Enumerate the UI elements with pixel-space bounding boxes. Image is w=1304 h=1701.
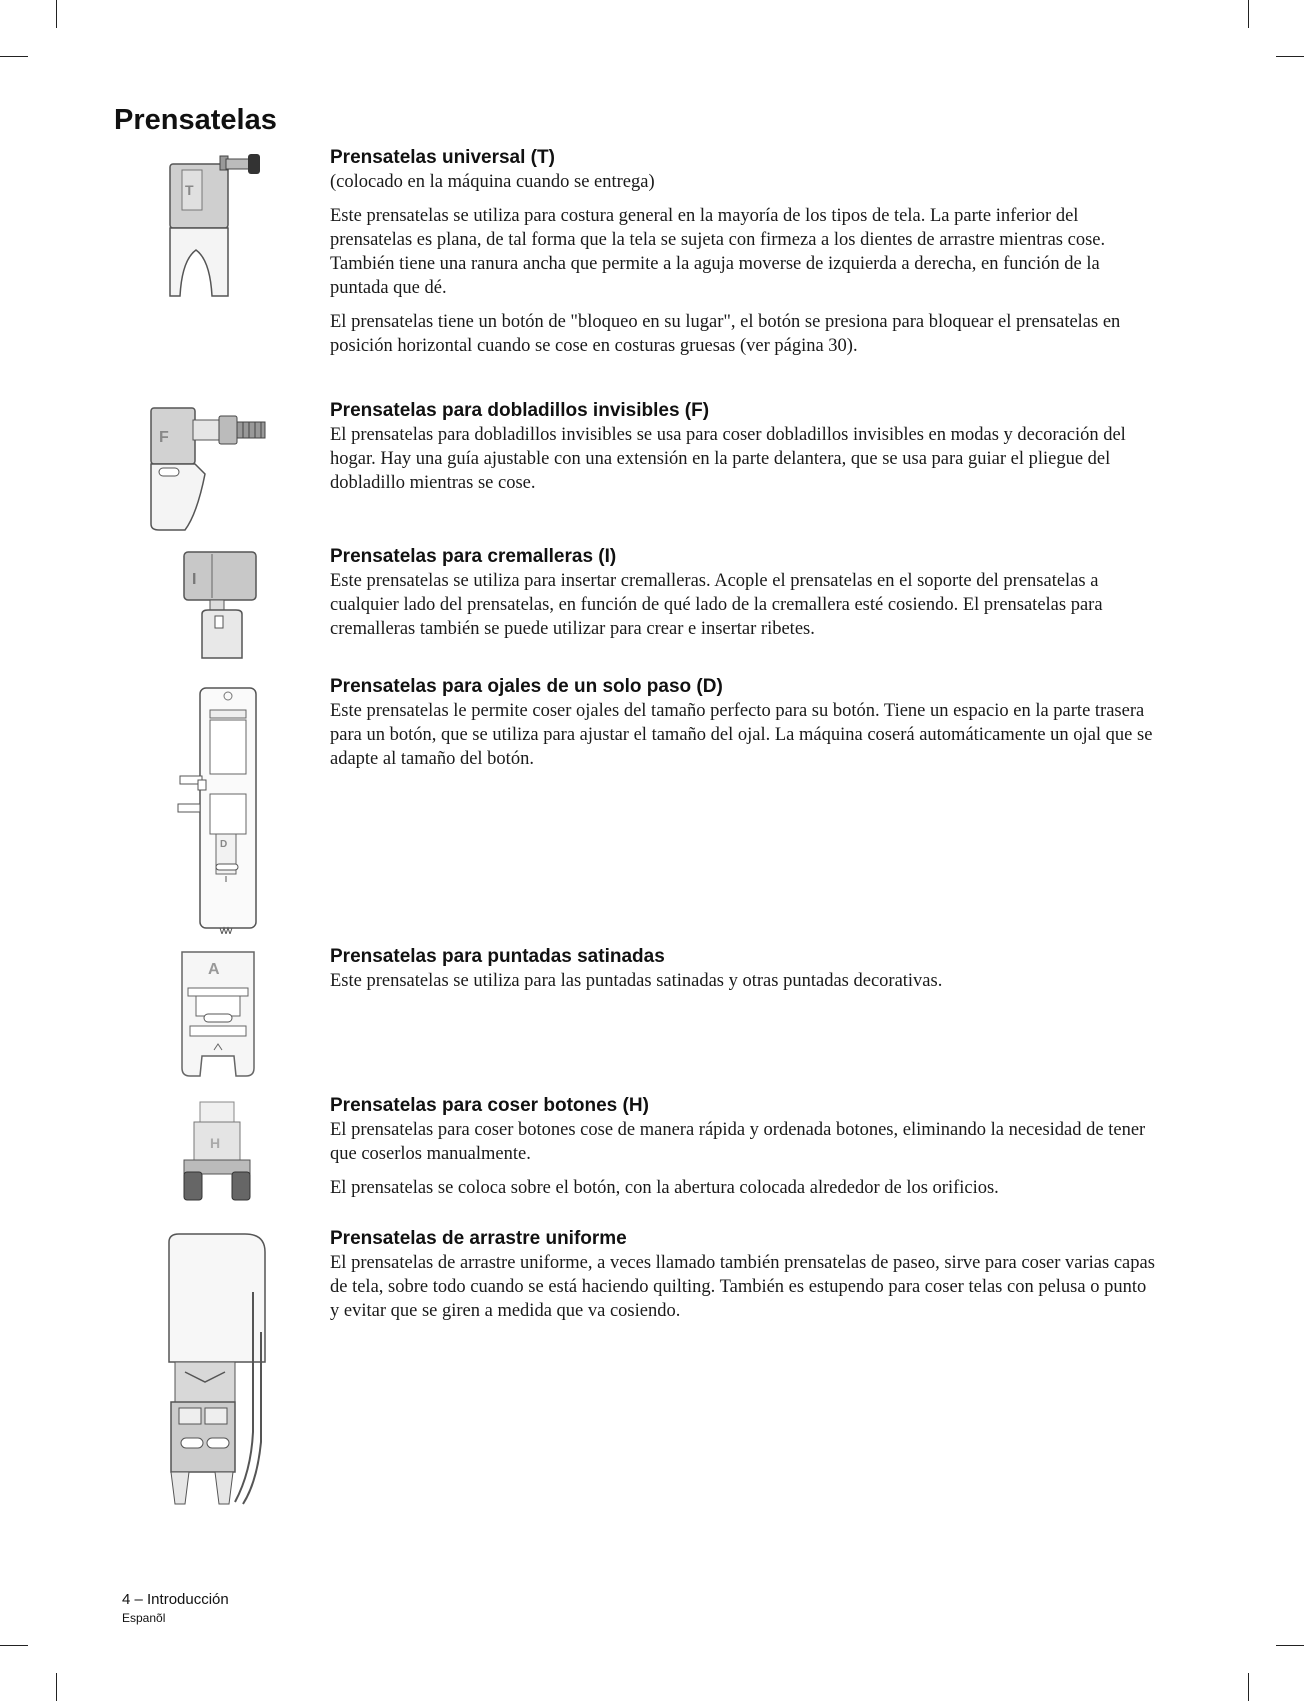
crop-mark	[1276, 1645, 1304, 1646]
section-blind-hem-foot	[330, 399, 1160, 495]
section-heading: Prensatelas para ojales de un solo paso (D)	[330, 676, 723, 697]
section-paragraph: El prensatelas de arrastre uniforme, a veces llamado también prensatelas de paseo, sirve para coser varias capas de tela, sobre todo cuando se está haciendo quilting. También es estupendo para coser telas con pelusa o punto y evitar que se giren a medida que va cosiendo.	[330, 1253, 1155, 1321]
crop-mark	[56, 0, 57, 28]
zipper-foot-I-icon	[182, 550, 262, 662]
section-zipper-foot	[330, 545, 1160, 641]
svg-text:A: A	[208, 961, 220, 978]
svg-text:I: I	[192, 571, 197, 588]
section-paragraph: El prensatelas se coloca sobre el botón, con la abertura colocada alrededor de los orificios.	[330, 1178, 999, 1198]
section-paragraph: (colocado en la máquina cuando se entrega)	[330, 172, 655, 192]
svg-text:H: H	[210, 1135, 221, 1151]
svg-text:D: D	[220, 839, 228, 850]
page-title: Prensatelas	[114, 104, 277, 136]
section-paragraph: El prensatelas para coser botones cose de manera rápida y ordenada botones, eliminando la necesidad de tener que coserlos manualmente.	[330, 1120, 1146, 1164]
button-sewing-foot-H-icon	[182, 1100, 256, 1204]
footer-language: Espanõl	[122, 1611, 166, 1625]
section-buttonhole-foot	[330, 675, 1160, 771]
section-paragraph: El prensatelas tiene un botón de "bloqueo en su lugar", el botón se presiona para bloquear el prensatelas en posición horizontal cuando se cose en costuras gruesas (ver página 30).	[330, 312, 1121, 356]
section-paragraph: Este prensatelas se utiliza para insertar cremalleras. Acople el prensatelas en el soporte del prensatelas a cualquier lado del prensatelas, en función de qué lado de la cremallera esté cosiendo. El prensatelas para cremalleras también se puede utilizar para crear e insertar ribetes.	[330, 571, 1103, 639]
blind-hem-foot-F-icon	[145, 404, 295, 534]
crop-mark	[1248, 0, 1249, 28]
walking-foot-icon	[165, 1232, 275, 1507]
section-paragraph: Este prensatelas se utiliza para las puntadas satinadas y otras puntadas decorativas.	[330, 971, 943, 991]
crop-mark	[0, 56, 28, 57]
section-universal-foot	[330, 146, 1160, 358]
section-paragraph: El prensatelas para dobladillos invisibles se usa para coser dobladillos invisibles en modas y decoración del hogar. Hay una guía ajustable con una extensión en la parte delantera, que se usa para guiar el pliegue del dobladillo mientras se cose.	[330, 425, 1126, 493]
universal-presser-foot-T-icon	[160, 150, 280, 302]
section-heading: Prensatelas universal (T)	[330, 147, 555, 168]
crop-mark	[0, 1645, 28, 1646]
section-button-sewing-foot	[330, 1094, 1160, 1200]
crop-mark	[56, 1673, 57, 1701]
section-paragraph: Este prensatelas le permite coser ojales del tamaño perfecto para su botón. Tiene un espacio en la parte trasera para un botón, que se utiliza para ajustar el tamaño del ojal. La máquina coserá automáticamente un ojal que se adapte al tamaño del botón.	[330, 701, 1153, 769]
footer-page-label: 4 – Introducción	[122, 1591, 229, 1608]
crop-mark	[1276, 56, 1304, 57]
section-heading: Prensatelas para puntadas satinadas	[330, 946, 665, 967]
satin-stitch-foot-A-icon	[178, 948, 258, 1080]
section-walking-foot	[330, 1227, 1160, 1323]
section-paragraph: Este prensatelas se utiliza para costura general en la mayoría de los tipos de tela. La parte inferior del prensatelas es plana, de tal forma que la tela se sujeta con firmeza a los dientes de arrastre mientras cose. También tiene una ranura ancha que permite a la aguja moverse de izquierda a derecha, en función de la puntada que dé.	[330, 206, 1106, 298]
section-heading: Prensatelas de arrastre uniforme	[330, 1228, 627, 1249]
svg-text:F: F	[159, 429, 169, 446]
section-heading: Prensatelas para cremalleras (I)	[330, 546, 617, 567]
svg-text:T: T	[185, 182, 194, 198]
section-heading: Prensatelas para coser botones (H)	[330, 1095, 649, 1116]
section-satin-stitch-foot	[330, 945, 1160, 993]
crop-mark	[1248, 1673, 1249, 1701]
section-heading: Prensatelas para dobladillos invisibles (F)	[330, 400, 710, 421]
buttonhole-foot-D-icon	[176, 684, 260, 934]
